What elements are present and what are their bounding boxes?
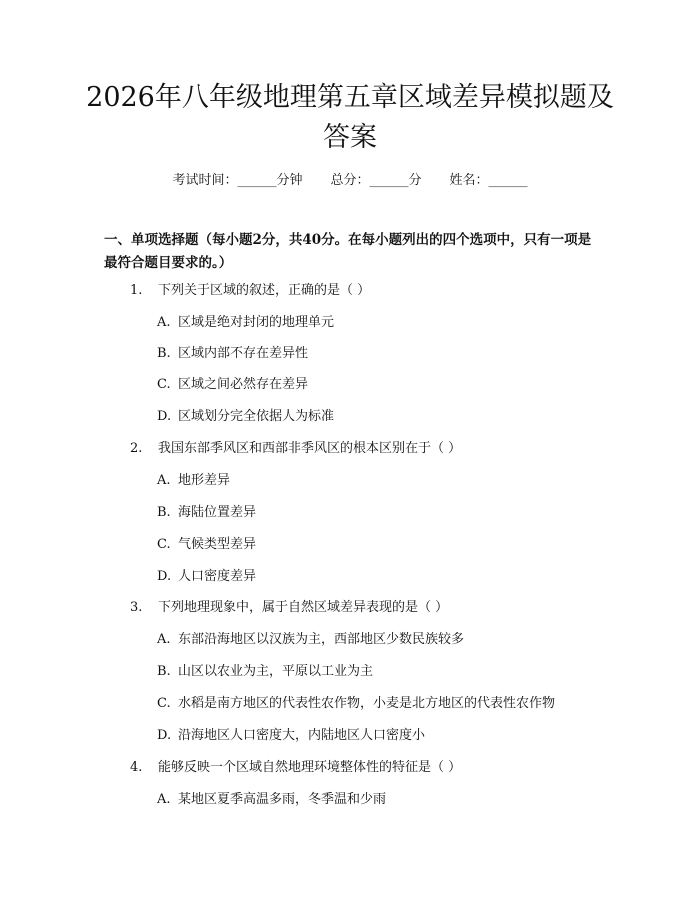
question-number: 1. [130,283,143,298]
total-score-field: 总分：______分 [330,173,422,188]
option-letter: B. [157,664,171,679]
question-3 [130,599,448,617]
question-text: 下列地理现象中，属于自然区域差异表现的是（ ） [158,600,449,615]
question-text: 我国东部季风区和西部非季风区的根本区别在于（ ） [158,441,462,456]
exam-info-line [0,169,700,188]
student-name-field: 姓名：______ [449,173,528,188]
question-text: 能够反映一个区域自然地理环境整体性的特征是（ ） [158,760,462,775]
option-letter: B. [157,346,171,361]
question-2 [130,440,461,458]
question-2-option-a [157,472,230,490]
option-text: 气候类型差异 [178,537,257,552]
question-1-option-b [157,345,308,363]
section-heading: 一、单项选择题（每小题2分，共40分。在每小题列出的四个选项中，只有一项是最符合题目要求的。） [104,232,592,271]
question-3-option-a [157,631,464,649]
option-text: 某地区夏季高温多雨，冬季温和少雨 [178,792,387,807]
question-4 [130,759,461,777]
question-1 [130,282,370,300]
option-text: 海陆位置差异 [178,505,257,520]
question-3-option-d [157,727,425,745]
question-2-option-c [157,536,256,554]
option-letter: C. [157,696,171,711]
option-text: 人口密度差异 [178,569,257,584]
question-number: 4. [130,760,143,775]
question-3-option-c [157,695,555,713]
question-2-option-b [157,504,256,522]
option-text: 区域之间必然存在差异 [178,377,309,392]
option-text: 东部沿海地区以汉族为主，西部地区少数民族较多 [178,632,465,647]
question-2-option-d [157,568,256,586]
document-title: 2026年八年级地理第五章区域差异模拟题及答案 [86,82,614,153]
question-1-option-d [157,408,334,426]
option-letter: A. [157,632,171,647]
option-letter: B. [157,505,171,520]
option-text: 沿海地区人口密度大，内陆地区人口密度小 [178,728,426,743]
question-3-option-b [157,663,373,681]
question-1-option-a [157,314,334,332]
option-text: 区域划分完全依据人为标准 [178,409,335,424]
option-letter: C. [157,377,171,392]
question-number: 3. [130,600,143,615]
option-letter: A. [157,792,171,807]
option-letter: D. [157,409,172,424]
option-text: 水稻是南方地区的代表性农作物，小麦是北方地区的代表性农作物 [178,696,556,711]
option-letter: C. [157,537,171,552]
question-4-option-a [157,791,386,809]
exam-time-field: 考试时间：______分钟 [172,173,303,188]
option-text: 地形差异 [178,473,231,488]
option-letter: D. [157,728,172,743]
option-letter: D. [157,569,172,584]
option-letter: A. [157,473,171,488]
option-text: 区域内部不存在差异性 [178,346,309,361]
option-text: 山区以农业为主，平原以工业为主 [178,664,374,679]
option-text: 区域是绝对封闭的地理单元 [178,315,335,330]
question-text: 下列关于区域的叙述，正确的是（ ） [158,283,371,298]
question-number: 2. [130,441,143,456]
option-letter: A. [157,315,171,330]
question-1-option-c [157,376,308,394]
